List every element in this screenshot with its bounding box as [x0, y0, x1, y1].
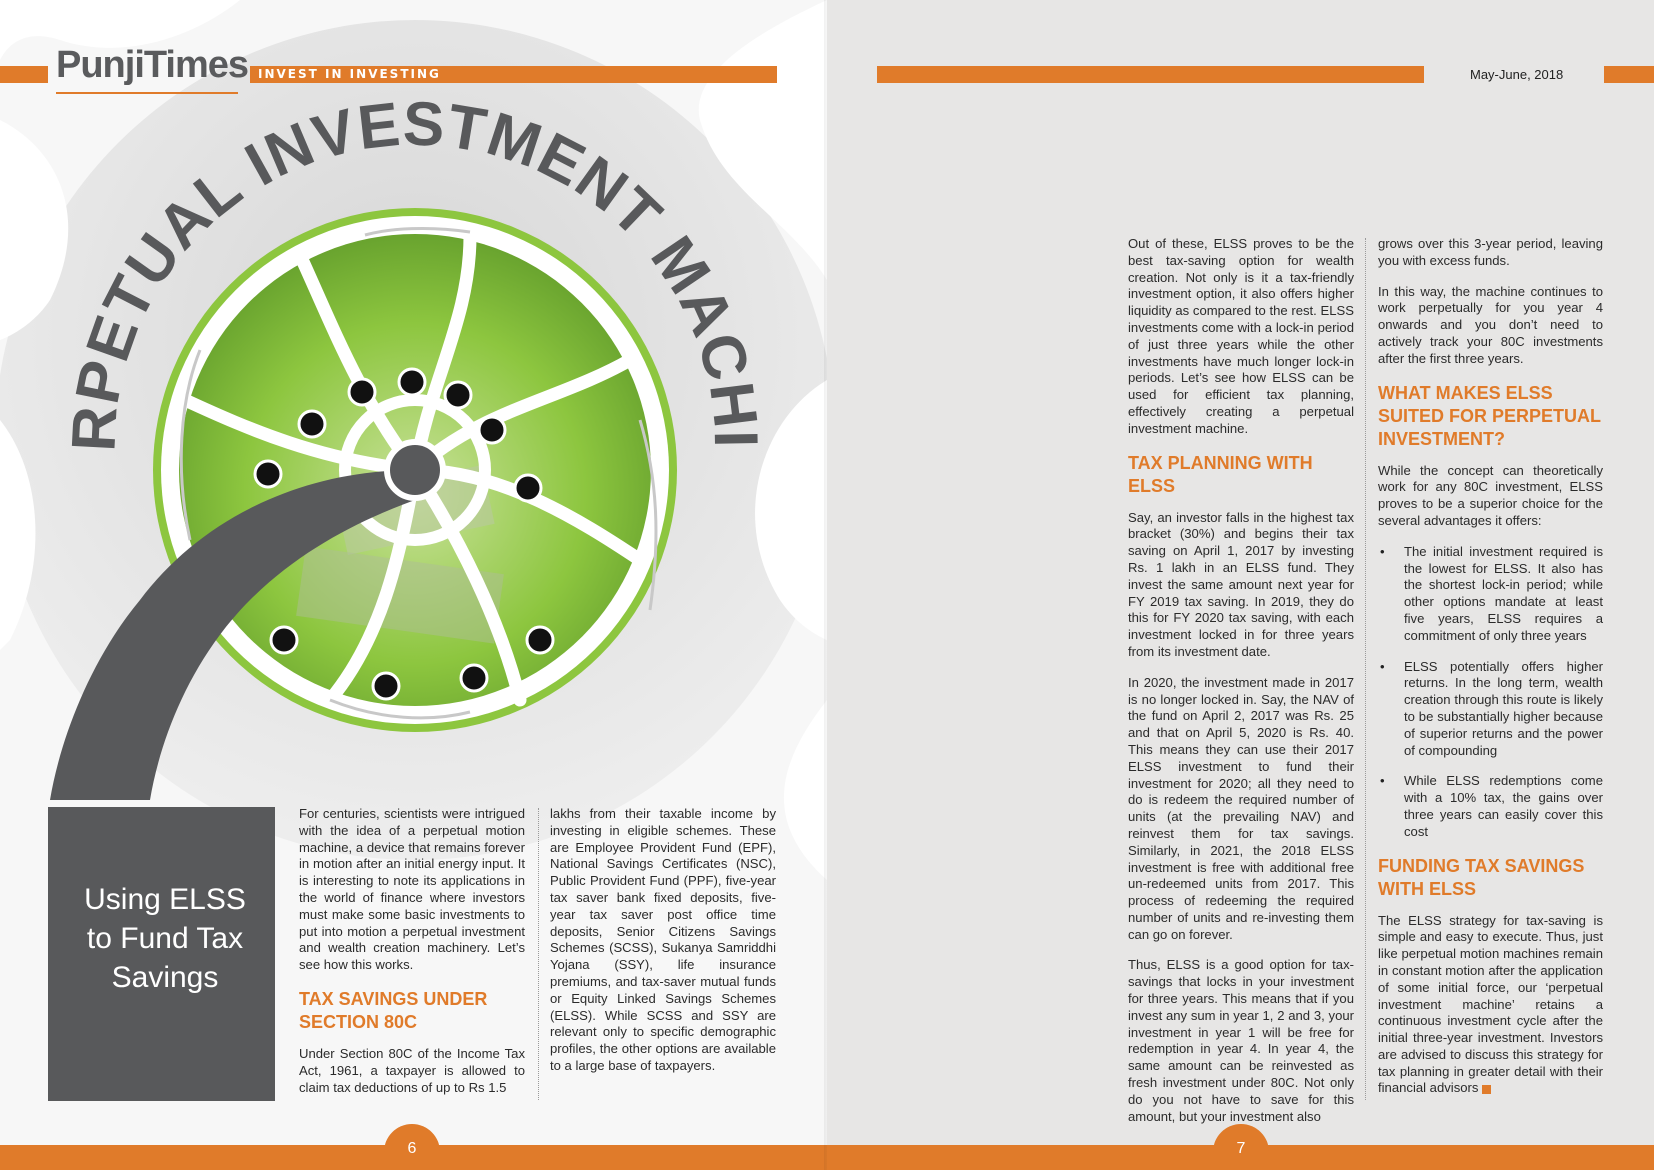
issue-date: May-June, 2018	[1470, 67, 1564, 82]
paragraph-machine-continues: In this way, the machine continues to work perpetually for you year 4 onwards and you don’t need to actively track your 80C investments after the first three years.	[1378, 283, 1603, 366]
paragraph-investor-example: Say, an investor falls in the highest tax bracket (30%) and begins their tax saving on April 1, 2017 by investing Rs. 1 lakh in an ELSS fund. They invest the same amount next year for FY 2019 tax saving. In 2019, they do this for FY 2020 tax saving, with each investment locked in for three years from its investment date.	[1128, 509, 1354, 659]
header-bar-left-stub	[0, 66, 48, 83]
paragraph-2020-example: In 2020, the investment made in 2017 is no longer locked in. Say, the NAV of the fund on April 2, 2017 was Rs. 25 and that on April 5, 2020 is Rs. 40. This means they can use their 2017 ELSS investment to fund their investment for 2020; all they need to do is redeem the required number of units (at the prevailing NAV) and reinvest them for tax savings. Similarly, in 2021, the 2018 ELSS investment is free with additional free un-redeemed units from 2017. This process of redeeming the required number of units and re-investing them can go on forever.	[1128, 674, 1354, 942]
advantages-list	[1378, 544, 1603, 841]
list-item: • While ELSS redemptions come with a 10% tax, the gains over three years can easily cover this cost	[1378, 773, 1603, 840]
tagline: INVEST IN INVESTING	[258, 67, 441, 81]
arc-title: RPETUAL INVESTMENT MACHI	[59, 100, 771, 453]
section-heading-what-makes-elss: WHAT MAKES ELSS SUITED FOR PERPETUAL INVESTMENT?	[1378, 382, 1601, 449]
page-number-left: 6	[407, 1140, 417, 1157]
paragraph-elss-best: Out of these, ELSS proves to be the best tax-saving option for wealth creation. Not only is it a tax-friendly investment option, it also offers higher liquidity as compared to the rest. ELSS investments come with a lock-in period of just three years while the other investments have much longer lock-in periods. Let’s see how ELSS can be used for efficient tax planning, effectively creating a perpetual investment machine.	[1128, 236, 1354, 436]
paragraph-strategy-text: The ELSS strategy for tax-saving is simple and easy to execute. Thus, just like perpetual motion machines remain in constant motion after the application of some initial force, our ‘perpetual investment machine’ retains a continuous investment cycle after the initial three-year investment. Investors are advised to discuss this strategy for tax planning in greater detail with their financial advisors	[1378, 912, 1603, 1096]
intro-paragraph: For centuries, scientists were intrigued with the idea of a perpetual motion machine, a device that remains forever in motion after an initial energy input. It is interesting to note its applications in the world of finance where investors must make some basic investments to put into motion a perpetual investment and wealth creation machinery. Let’s see how this works.	[299, 806, 525, 973]
right-column-2	[1378, 236, 1603, 1111]
section-heading-funding: FUNDING TAX SAVINGS WITH ELSS	[1378, 855, 1585, 899]
article-title-line-3: Savings	[111, 961, 219, 994]
header-bar-right	[877, 66, 1424, 83]
list-item: • ELSS potentially offers higher returns. In the long term, wealth creation through this route is likely to be substantially higher because of superior returns and the power of compounding	[1378, 659, 1603, 760]
article-title	[60, 880, 270, 997]
list-item: • The initial investment required is the lowest for ELSS. It also has the shortest lock-in period; while other options mandate at least five years, ELSS requires a commitment of only three years	[1378, 544, 1603, 645]
page-number-right: 7	[1236, 1140, 1246, 1157]
right-column-1	[1128, 236, 1354, 1139]
article-title-line-2: to Fund Tax	[86, 922, 244, 955]
end-of-article-mark	[1482, 1085, 1491, 1094]
left-column-1	[299, 806, 525, 1110]
brand-logo[interactable]: PunjiTimes	[56, 44, 249, 86]
column-divider-right	[1365, 238, 1366, 1100]
section-heading-80c: TAX SAVINGS UNDER SECTION 80C	[299, 988, 488, 1032]
right-page	[827, 0, 1654, 1170]
article-title-line-1: Using ELSS	[84, 883, 246, 916]
paragraph-grows: grows over this 3-year period, leaving you with excess funds.	[1378, 236, 1603, 268]
column-divider	[538, 808, 539, 1100]
paragraph-strategy	[1378, 913, 1603, 1098]
paragraph-thus-elss: Thus, ELSS is a good option for tax-savings that locks in your investment for three years. This means that if you invest any sum in year 1, 2 and 3, your investment in year 1 will be free for redemption in year 4. In year 4, the same amount can be reinvested as fresh investment under 80C. Not only do you not have to save for this amount, but your investment also	[1128, 957, 1354, 1124]
paragraph-schemes: lakhs from their taxable income by investing in eligible schemes. These are Employee Provident Fund (EPF), National Savings Certificates (NSC), Public Provident Fund (PPF), five-year tax saver bank fixed deposits, five-year tax saver post office time deposits, Senior Citizens Savings Schemes (SCSS), Sukanya Samriddhi Yojana (SSY), life insurance premiums, and tax-saver mutual funds or Equity Linked Savings Schemes (ELSS). While SCSS and SSY are relevant only to specific demographic profiles, the other options are available to a large base of taxpayers.	[550, 806, 776, 1073]
section-heading-tax-planning: TAX PLANNING WITH ELSS	[1128, 452, 1313, 496]
paragraph-80c: Under Section 80C of the Income Tax Act, 1961, a taxpayer is allowed to claim tax deductions of up to Rs 1.5	[299, 1045, 525, 1095]
paragraph-concept: While the concept can theoretically work for any 80C investment, ELSS proves to be a superior choice for the several advantages it offers:	[1378, 462, 1603, 528]
logo-underline	[56, 92, 238, 94]
left-column-2	[550, 806, 776, 1089]
perpetual-machine-illustration	[0, 100, 827, 800]
header-bar-right-stub	[1604, 66, 1654, 83]
